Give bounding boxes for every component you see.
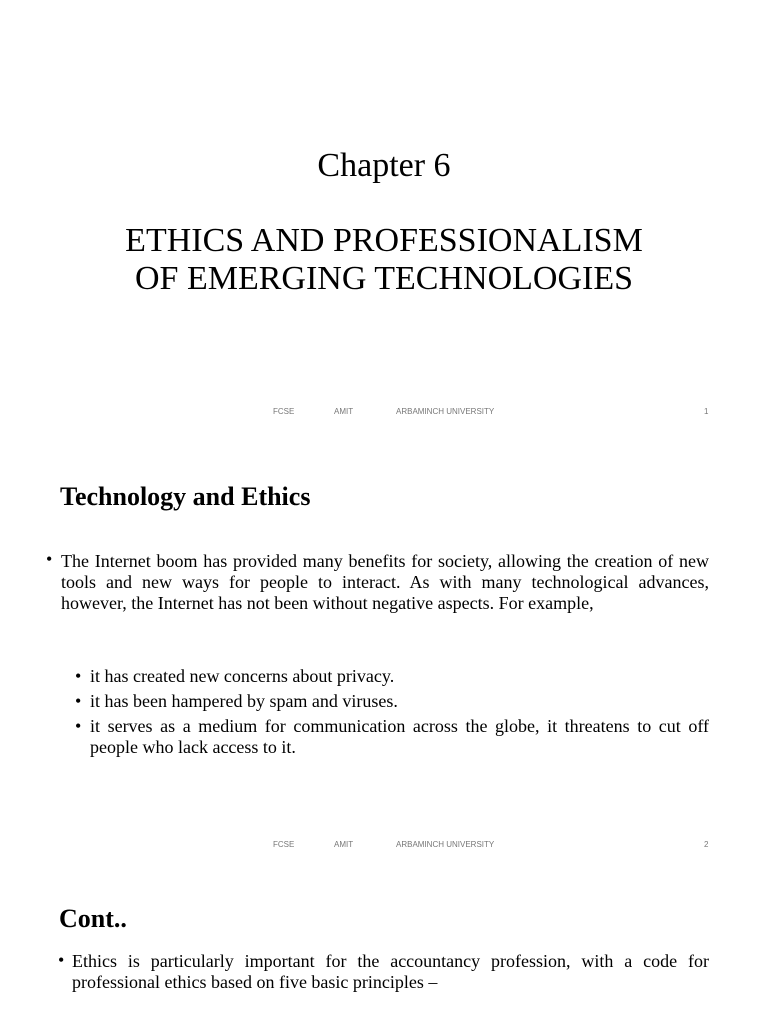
list-item-text: it has been hampered by spam and viruses. — [90, 691, 398, 711]
slide-footer — [0, 840, 768, 852]
slide-heading: Technology and Ethics — [60, 482, 311, 511]
technology-ethics-slide — [0, 432, 768, 864]
list-item — [75, 666, 709, 687]
footer-faculty: FCSE — [273, 407, 295, 416]
bullet-paragraph: The Internet boom has provided many benefits for society, allowing the creation of new tools and new ways for people to interact. As with many technological advances, however, the Internet has not been without negative aspects. For example, — [61, 551, 709, 613]
bullet-icon: • — [75, 666, 82, 686]
title-line-2: OF EMERGING TECHNOLOGIES — [134, 260, 634, 297]
footer-university: ARBAMINCH UNIVERSITY — [396, 840, 495, 849]
list-item — [75, 691, 709, 712]
slide-footer — [0, 407, 768, 419]
footer-institute: AMIT — [334, 840, 354, 849]
title-line-1: ETHICS AND PROFESSIONALISM — [125, 222, 643, 259]
list-item-text: it serves as a medium for communication across the globe, it threatens to cut off people who lack access to it. — [90, 716, 709, 757]
presentation-title — [0, 222, 768, 298]
title-slide — [0, 0, 768, 432]
footer-page-number: 2 — [704, 840, 709, 849]
bullet-icon: • — [75, 691, 82, 711]
list-item — [75, 716, 709, 758]
footer-university: ARBAMINCH UNIVERSITY — [396, 407, 495, 416]
bullet-icon: • — [75, 716, 82, 736]
bullet-icon: • — [46, 549, 53, 569]
list-item-text: it has created new concerns about privacy. — [90, 666, 395, 686]
bullet-paragraph: Ethics is particularly important for the accountancy profession, with a code for professional ethics based on five basic principles – — [72, 951, 709, 992]
footer-faculty: FCSE — [273, 840, 295, 849]
footer-institute: AMIT — [334, 407, 354, 416]
footer-page-number: 1 — [704, 407, 709, 416]
cont-slide — [0, 864, 768, 1024]
chapter-title: Chapter 6 — [317, 147, 451, 184]
slide-heading: Cont.. — [59, 904, 127, 933]
bullet-icon: • — [58, 950, 65, 970]
sub-bullet-list — [75, 666, 709, 762]
